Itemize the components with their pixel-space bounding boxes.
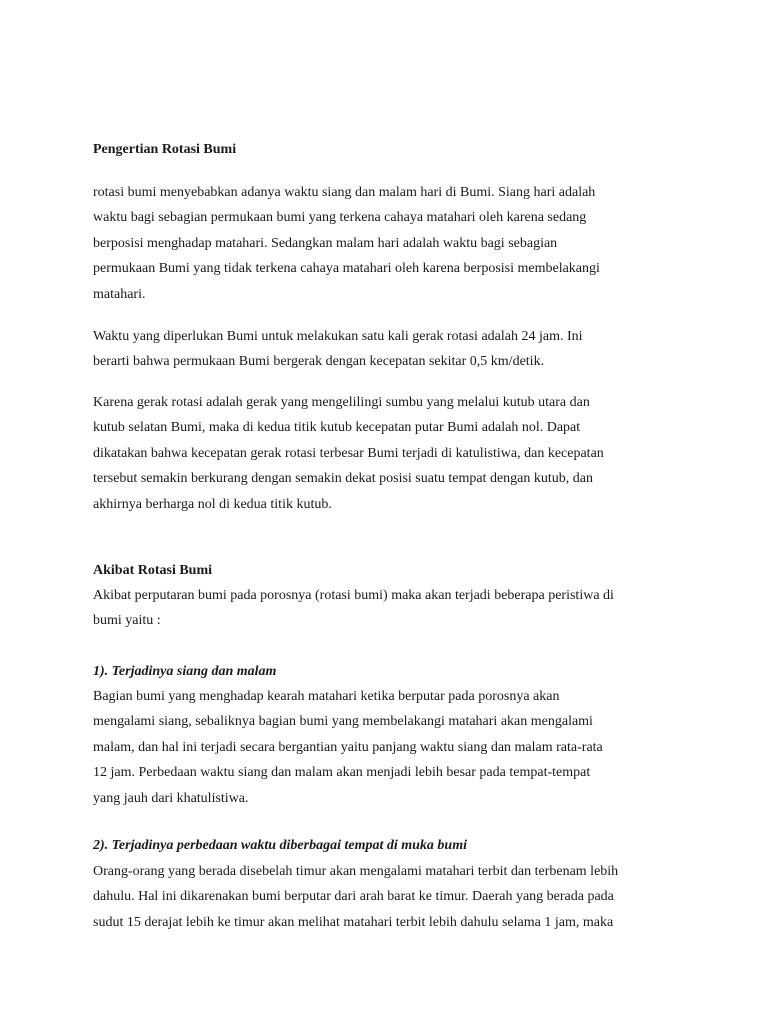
text-line: Bagian bumi yang menghadap kearah matahari ketika berputar pada porosnya akan [93, 689, 560, 704]
text-line: Karena gerak rotasi adalah gerak yang mengelilingi sumbu yang melalui kutub utara dan [93, 395, 590, 410]
text-line: Orang-orang yang berada disebelah timur akan mengalami matahari terbit dan terbenam lebih [93, 864, 619, 879]
text-line: berarti bahwa permukaan Bumi bergerak dengan kecepatan sekitar 0,5 km/detik. [93, 354, 545, 370]
paragraph-rotasi-intro [93, 180, 673, 307]
text-line: permukaan Bumi yang tidak terkena cahaya matahari oleh karena berposisi membelakangi [93, 261, 600, 277]
text-line: 12 jam. Perbedaan waktu siang dan malam akan menjadi lebih besar pada tempat-tempat [93, 765, 591, 781]
paragraph-kecepatan-rotasi [93, 390, 673, 517]
text-line: mengalami siang, sebaliknya bagian bumi yang membelakangi matahari akan mengalami [93, 714, 593, 730]
paragraph-waktu-rotasi [93, 324, 673, 375]
section-title-pengertian: Pengertian Rotasi Bumi [93, 142, 237, 157]
text-line: dikatakan bahwa kecepatan gerak rotasi terbesar Bumi terjadi di katulistiwa, dan kecepatan [93, 445, 604, 461]
paragraph-perbedaan-waktu [93, 859, 673, 935]
text-line: berposisi menghadap matahari. Sedangkan malam hari adalah waktu bagi sebagian [93, 235, 558, 251]
text-line: rotasi bumi menyebabkan adanya waktu siang dan malam hari di Bumi. Siang hari adalah [93, 185, 596, 200]
paragraph-siang-malam [93, 684, 673, 811]
subsection-title-perbedaan-waktu: 2). Terjadinya perbedaan waktu diberbagai tempat di muka bumi [93, 838, 468, 853]
text-line: tersebut semakin berkurang dengan semakin dekat posisi suatu tempat dengan kutub, dan [93, 471, 593, 487]
text-line: Waktu yang diperlukan Bumi untuk melakukan satu kali gerak rotasi adalah 24 jam. Ini [93, 329, 583, 344]
text-line: malam, dan hal ini terjadi secara bergantian yaitu panjang waktu siang dan malam rata-rata [93, 739, 603, 755]
text-line: bumi yaitu : [93, 613, 161, 629]
text-line: kutub selatan Bumi, maka di kedua titik kutub kecepatan putar Bumi adalah nol. Dapat [93, 420, 581, 436]
text-line: waktu bagi sebagian permukaan bumi yang terkena cahaya matahari oleh karena sedang [93, 210, 587, 226]
paragraph-akibat-intro [93, 583, 673, 634]
text-line: dahulu. Hal ini dikarenakan bumi berputar dari arah barat ke timur. Daerah yang berada pada [93, 889, 614, 905]
section-title-akibat: Akibat Rotasi Bumi [93, 563, 213, 578]
text-line: sudut 15 derajat lebih ke timur akan melihat matahari terbit lebih dahulu selama 1 jam, maka [93, 914, 614, 930]
text-line: matahari. [93, 286, 146, 302]
text-line: Akibat perputaran bumi pada porosnya (rotasi bumi) maka akan terjadi beberapa peristiwa di [93, 588, 614, 603]
subsection-title-siang-malam: 1). Terjadinya siang dan malam [93, 664, 277, 679]
text-line: akhirnya berharga nol di kedua titik kutub. [93, 496, 332, 512]
text-line: yang jauh dari khatulistiwa. [93, 790, 249, 806]
